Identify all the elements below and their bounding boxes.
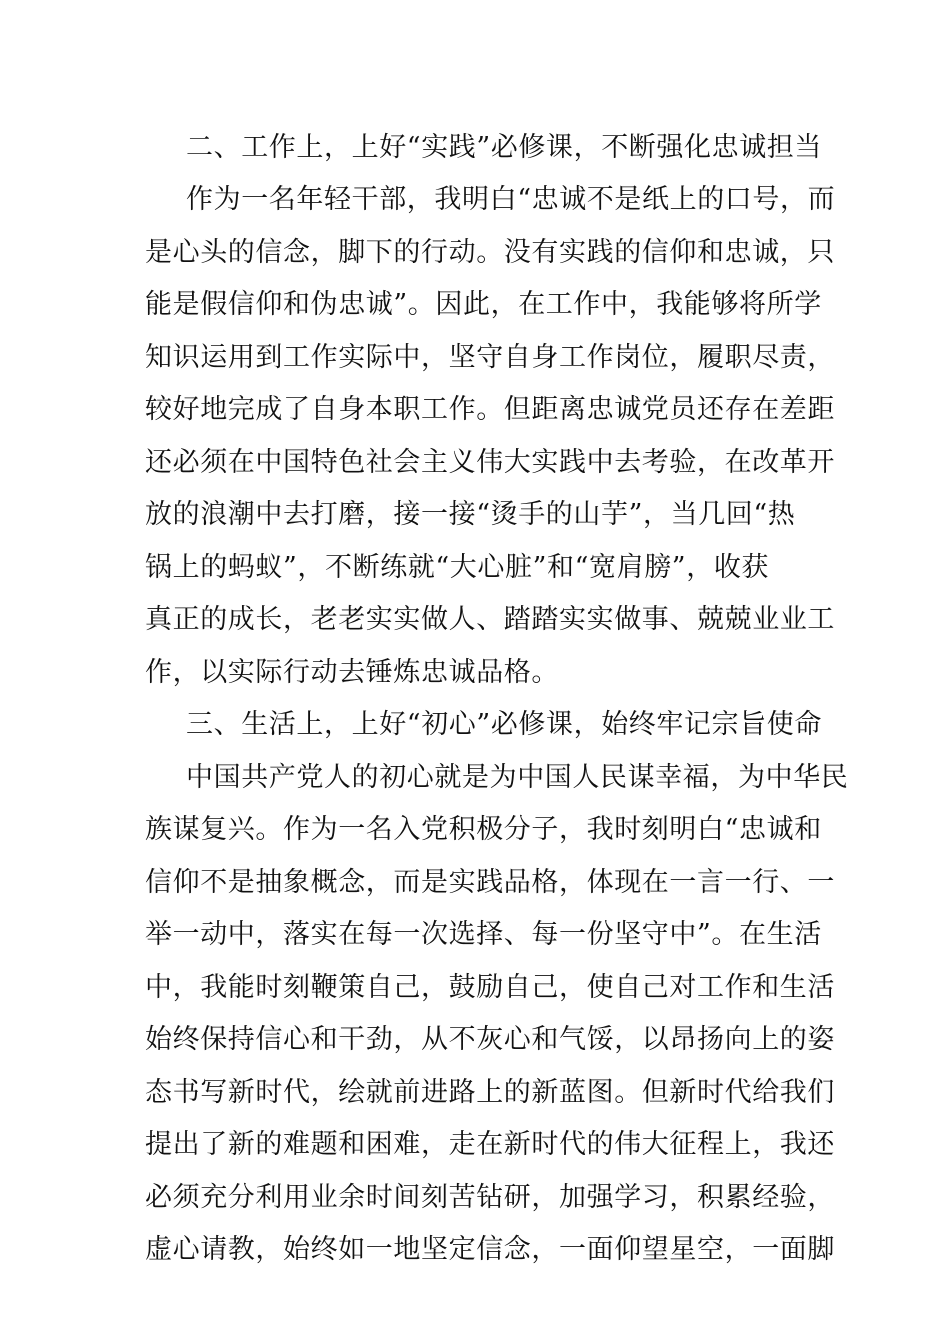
paragraph-line: 放的浪潮中去打磨，接一接“烫手的山芋”，当几回“热 [145,499,796,530]
section-heading-life: 三、生活上，上好“初心”必修课，始终牢记宗旨使命 [186,709,823,740]
paragraph-line: 作，以实际行动去锤炼忠诚品格。 [145,657,559,688]
paragraph-line: 中，我能时刻鞭策自己，鼓励自己，使自己对工作和生活 [145,972,835,1003]
section-heading-work: 二、工作上，上好“实践”必修课，不断强化忠诚担当 [186,132,823,163]
paragraph-line: 信仰不是抽象概念，而是实践品格，体现在一言一行、一 [145,867,835,898]
paragraph-line: 中国共产党人的初心就是为中国人民谋幸福，为中华民 [186,762,849,793]
paragraph-line: 族谋复兴。作为一名入党积极分子，我时刻明白“忠诚和 [145,814,822,845]
paragraph-line: 必须充分利用业余时间刻苦钻研，加强学习，积累经验， [145,1182,835,1213]
paragraph-line: 还必须在中国特色社会主义伟大实践中去考验，在改革开 [145,447,835,478]
paragraph-line: 知识运用到工作实际中，坚守自身工作岗位，履职尽责， [145,342,835,373]
paragraph-line: 能是假信仰和伪忠诚”。因此，在工作中，我能够将所学 [145,289,822,320]
paragraph-line: 举一动中，落实在每一次选择、每一份坚守中”。在生活 [145,919,822,950]
paragraph-line: 虚心请教，始终如一地坚定信念，一面仰望星空，一面脚 [145,1234,835,1265]
paragraph-line: 始终保持信心和干劲，从不灰心和气馁，以昂扬向上的姿 [145,1024,835,1055]
paragraph-line: 态书写新时代，绘就前进路上的新蓝图。但新时代给我们 [145,1077,835,1108]
paragraph-line: 真正的成长，老老实实做人、踏踏实实做事、兢兢业业工 [145,604,835,635]
paragraph-line: 作为一名年轻干部，我明白“忠诚不是纸上的口号，而 [186,184,836,215]
paragraph-line: 是心头的信念，脚下的行动。没有实践的信仰和忠诚，只 [145,237,835,268]
paragraph-line: 较好地完成了自身本职工作。但距离忠诚党员还存在差距 [145,394,835,425]
paragraph-line: 提出了新的难题和困难，走在新时代的伟大征程上，我还 [145,1129,835,1160]
paragraph-line: 锅上的蚂蚁”，不断练就“大心脏”和“宽肩膀”，收获 [145,552,770,583]
